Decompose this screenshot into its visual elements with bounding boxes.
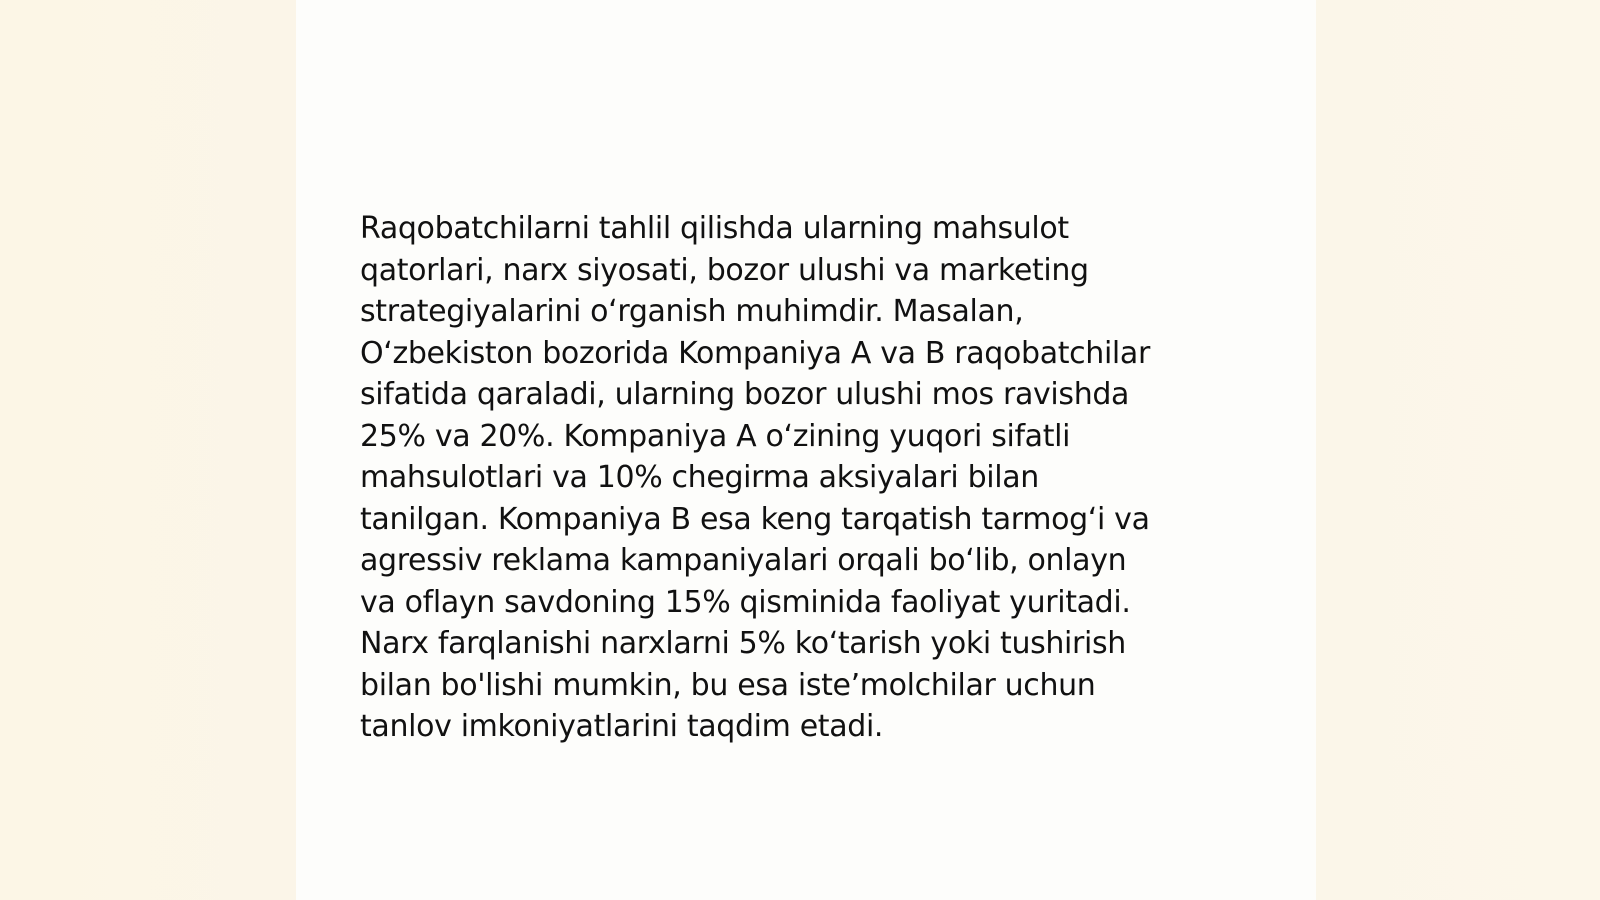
paragraph-line-12: bilan bo'lishi mumkin, bu esa iste’molchilar uchun [360, 667, 1096, 703]
paragraph-line-8: tanilgan. Kompaniya B esa keng tarqatish tarmog‘i va [360, 501, 1150, 537]
paragraph-line-5: sifatida qaraladi, ularning bozor ulushi mos ravishda [360, 377, 1130, 412]
paragraph-line-11: Narx farqlanishi narxlarni 5% ko‘tarish yoki tushirish [360, 626, 1126, 661]
paragraph-line-9: agressiv reklama kampaniyalari orqali bo‘lib, onlayn [360, 543, 1127, 578]
paragraph-line-6: 25% va 20%. Kompaniya A o‘zining yuqori sifatli [360, 418, 1071, 454]
paragraph-line-1: Raqobatchilarni tahlil qilishda ularning mahsulot [360, 211, 1069, 246]
paragraph-line-10: va oflayn savdoning 15% qisminida faoliyat yuritadi. [360, 584, 1131, 620]
paragraph-line-13: tanlov imkoniyatlarini taqdim etadi. [360, 709, 884, 744]
left-margin-background [0, 0, 296, 900]
body-paragraph [360, 208, 1260, 748]
paragraph-line-7: mahsulotlari va 10% chegirma aksiyalari bilan [360, 460, 1039, 495]
right-margin-background [1316, 0, 1600, 900]
paragraph-line-4: O‘zbekiston bozorida Kompaniya A va B raqobatchilar [360, 335, 1150, 371]
document-page [296, 0, 1316, 900]
paragraph-line-2: qatorlari, narx siyosati, bozor ulushi va marketing [360, 252, 1089, 288]
paragraph-line-3: strategiyalarini o‘rganish muhimdir. Masalan, [360, 294, 1024, 329]
